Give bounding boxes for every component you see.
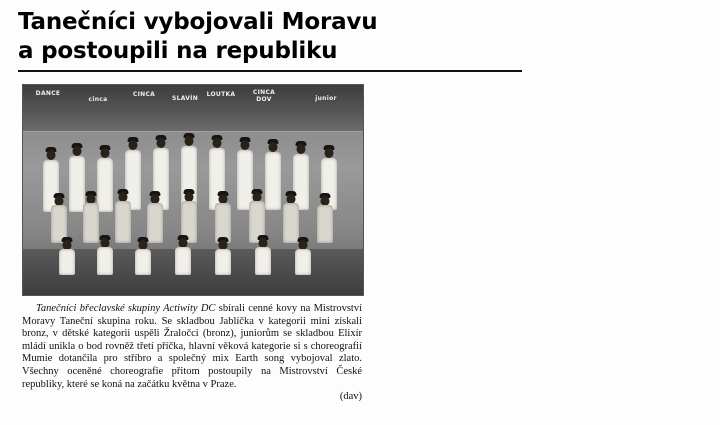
banner-text-0: DANCE <box>35 90 61 97</box>
page-title <box>18 8 518 66</box>
headline-line-1: Tanečníci vybojovali Moravu <box>18 9 378 35</box>
banner-text-2: CINCA <box>132 91 156 98</box>
banner-text-5: CINCA DOV <box>252 89 276 103</box>
banner-text-3: SLAVÍN <box>171 95 199 102</box>
banner-text-4: LOUTKA <box>206 91 236 98</box>
caption-lead: Tanečníci břeclavské skupiny Actiwity DC <box>36 303 216 314</box>
caption-signature: (dav) <box>339 391 362 403</box>
caption-paragraph <box>22 303 362 404</box>
banner-text-6: junior <box>315 95 337 102</box>
article-photo <box>22 84 364 296</box>
banner-text-1: cinca <box>88 96 108 103</box>
caption-body: sbírali cenné kovy na Mistrovství Moravy Taneční skupina roku. Se skladbou Jablíčka v kategorii mini získali bronz, v dětské kategorii uspěli Žraločci (bronz), juniorům se skladbou Elixír mládí unikla o bod rovněž třetí příčka, hlavní věková kategorie si s choreografií Mumie dotančila pro stříbro a společný mix Earth song vybojoval zlato. Všechny oceněné choreografie přitom postoupily na Mistrovství České republiky, které se koná na začátku května v Praze. <box>22 303 363 390</box>
photo-banner <box>23 85 363 131</box>
photo-caption <box>22 303 362 404</box>
photo-wall-line <box>23 131 363 132</box>
headline-divider <box>18 70 522 72</box>
headline-line-2: a postoupili na republiku <box>18 38 338 64</box>
